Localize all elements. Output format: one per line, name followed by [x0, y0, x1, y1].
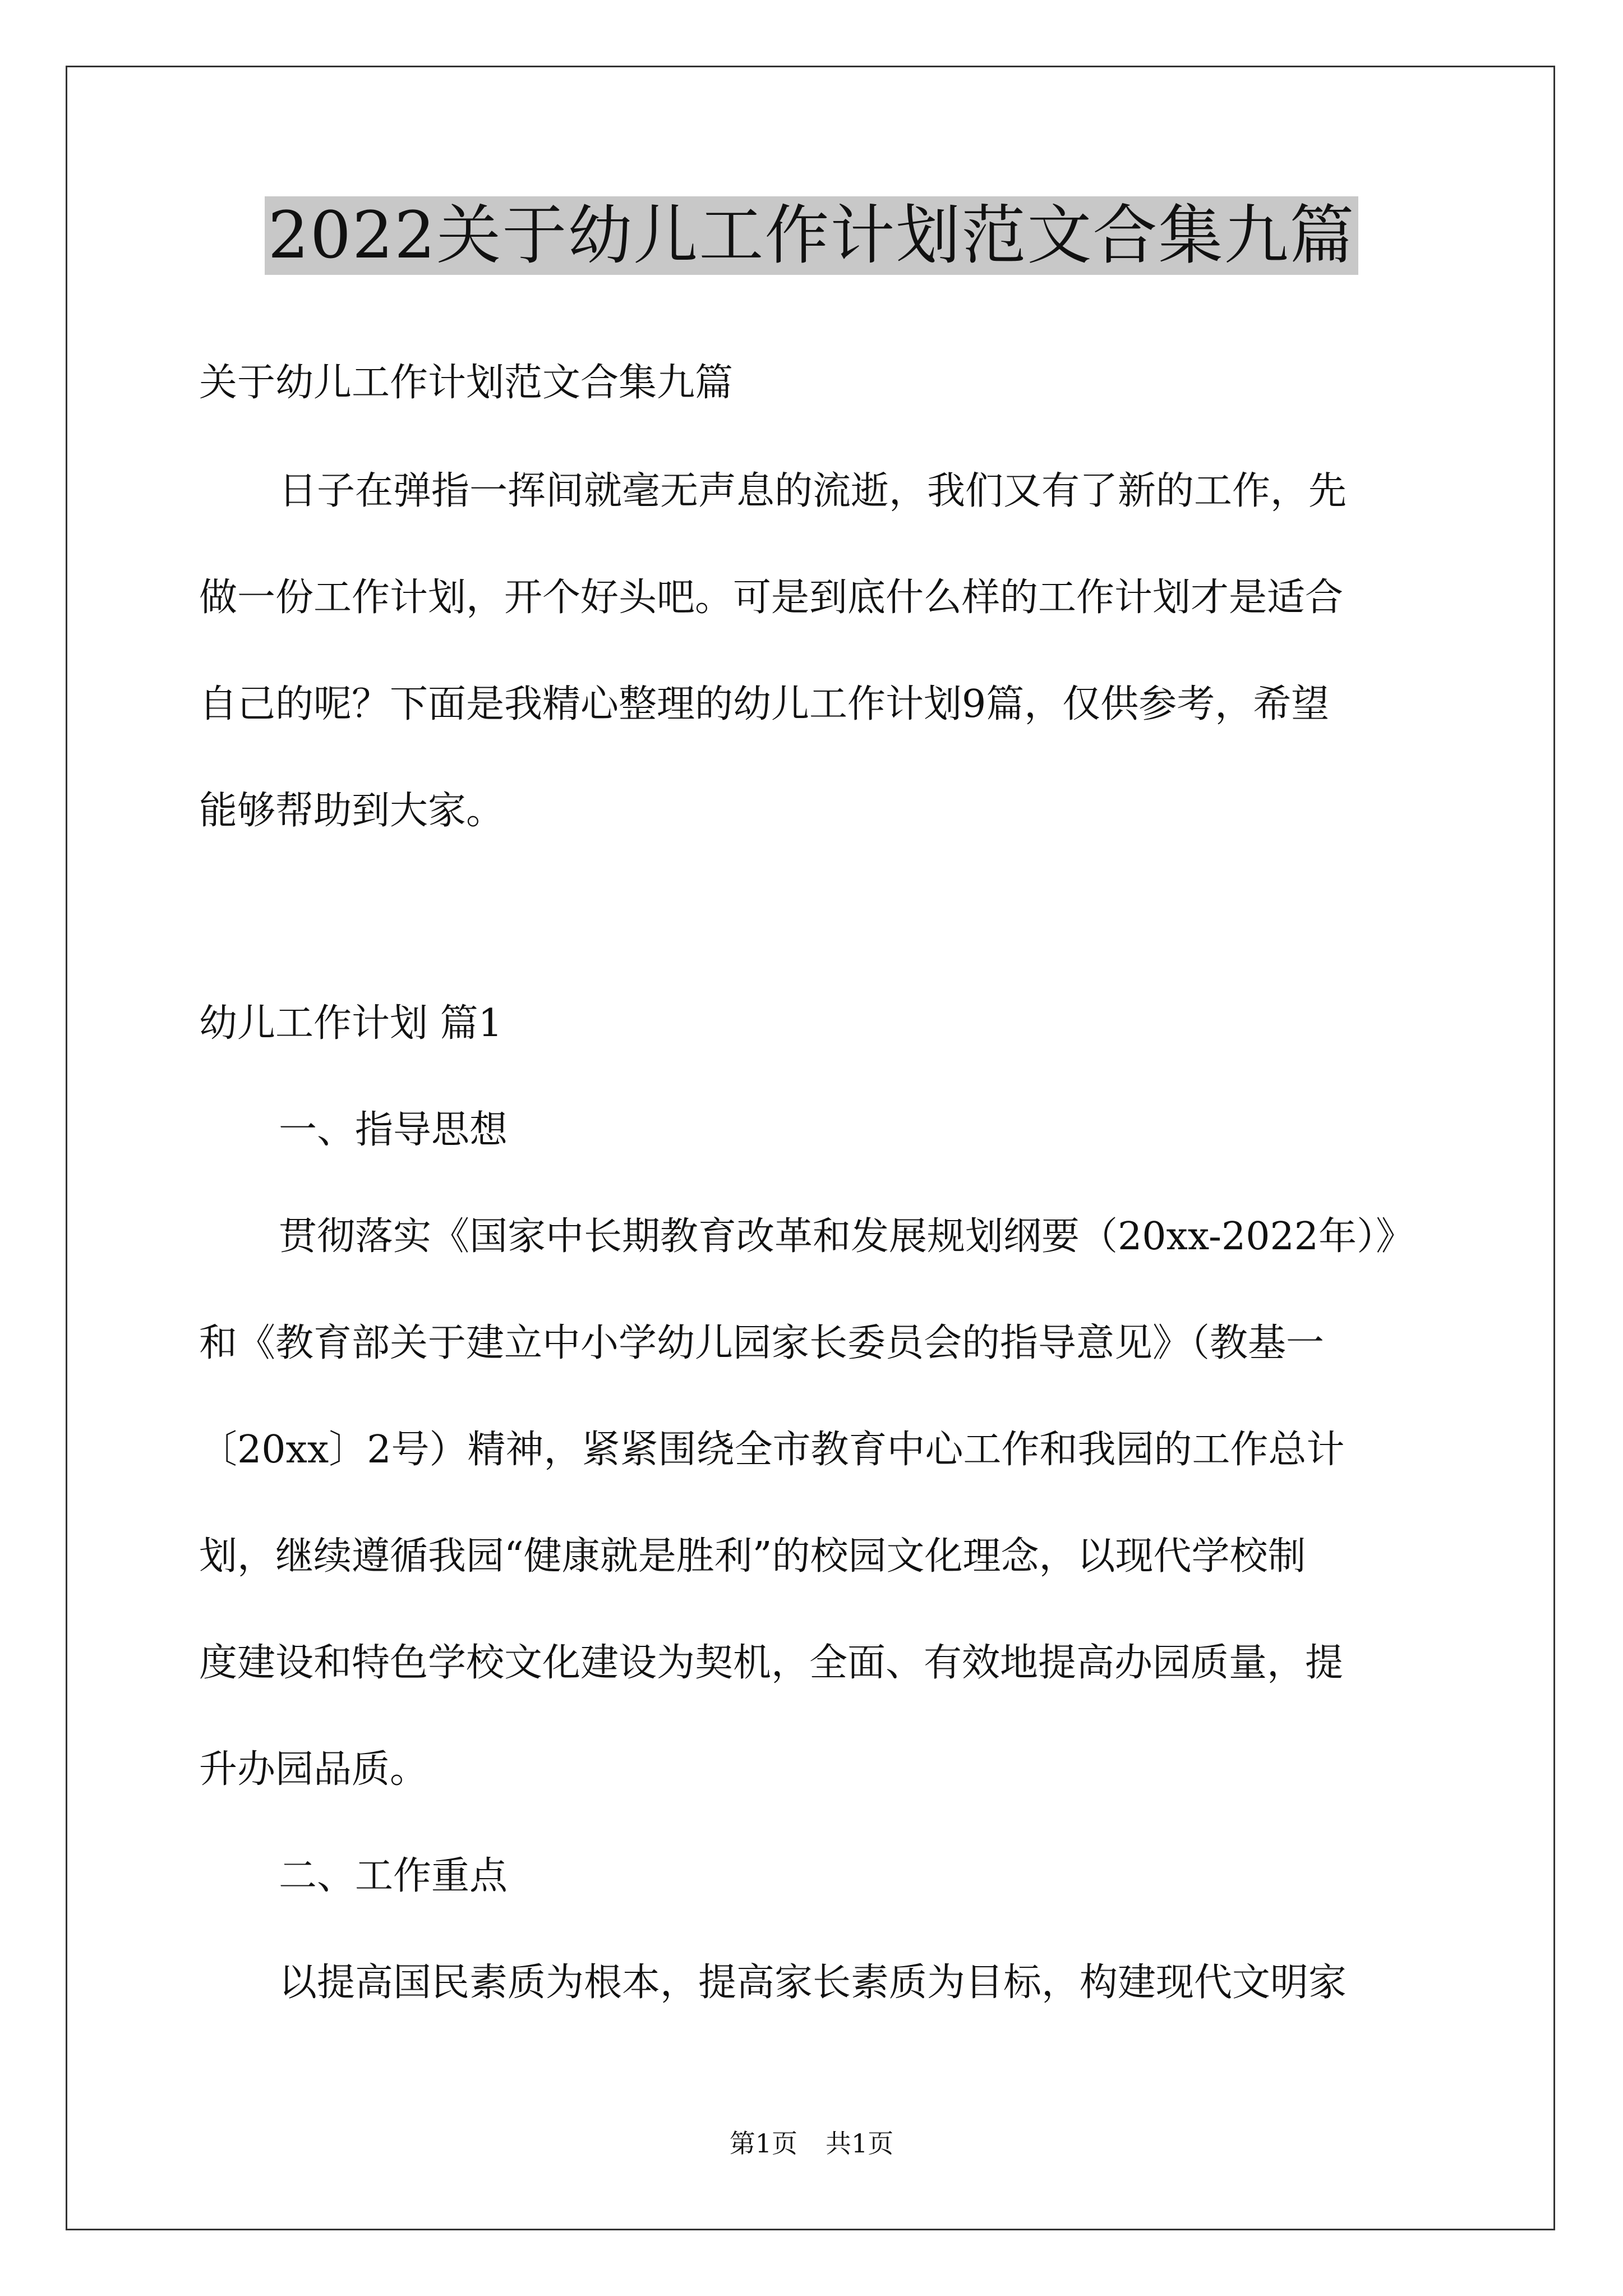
page-footer — [0, 2123, 1623, 2160]
paragraph-line: 和《教育部关于建立中小学幼儿园家长委员会的指导意见》（教基一 — [199, 1321, 1325, 1365]
page-number: 第1页 — [729, 2128, 797, 2159]
paragraph-line: 度建设和特色学校文化建设为契机，全面、有效地提高办园质量，提 — [199, 1641, 1344, 1685]
paragraph-line: 以提高国民素质为根本，提高家长素质为目标，构建现代文明家 — [279, 1961, 1347, 2005]
heading-work-focus: 二、工作重点 — [279, 1854, 508, 1898]
intro-line: 做一份工作计划，开个好头吧。可是到底什么样的工作计划才是适合 — [199, 576, 1344, 620]
heading-guiding-ideology: 一、指导思想 — [279, 1108, 508, 1152]
title-container — [0, 196, 1623, 275]
intro-line: 能够帮助到大家。 — [199, 789, 505, 833]
paragraph-line: 〔20xx〕2号）精神，紧紧围绕全市教育中心工作和我园的工作总计 — [199, 1428, 1345, 1472]
page-total: 共1页 — [826, 2128, 894, 2159]
intro-line: 自己的呢？下面是我精心整理的幼儿工作计划9篇，仅供参考，希望 — [199, 682, 1330, 726]
document-title: 2022关于幼儿工作计划范文合集九篇 — [265, 196, 1359, 275]
paragraph-line: 升办园品质。 — [199, 1747, 428, 1792]
paragraph-line: 划，继续遵循我园“健康就是胜利”的校园文化理念，以现代学校制 — [199, 1534, 1306, 1579]
document-subtitle: 关于幼儿工作计划范文合集九篇 — [199, 361, 734, 405]
paragraph-line: 贯彻落实《国家中长期教育改革和发展规划纲要（20xx-2022年）》 — [279, 1214, 1414, 1259]
section-heading: 幼儿工作计划 篇1 — [199, 1001, 502, 1046]
intro-line: 日子在弹指一挥间就毫无声息的流逝，我们又有了新的工作，先 — [279, 469, 1347, 513]
